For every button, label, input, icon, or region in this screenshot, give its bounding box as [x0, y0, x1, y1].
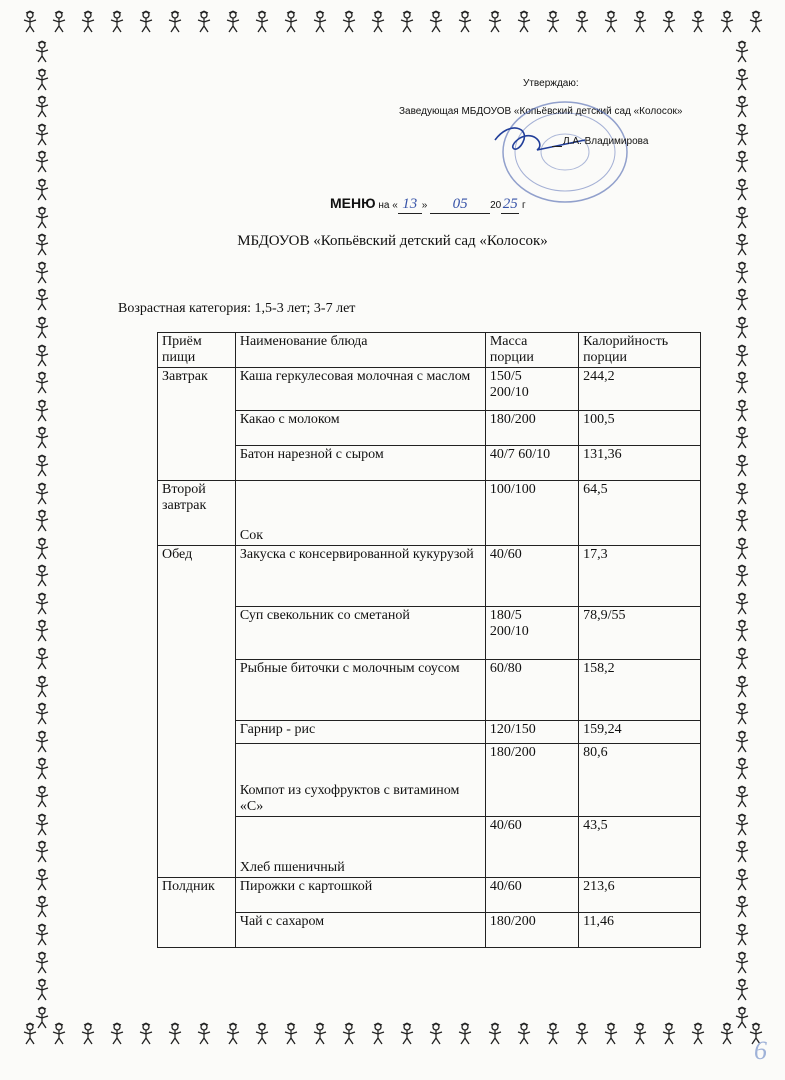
- border-figure-icon: [30, 123, 54, 147]
- table-header-row: [158, 333, 701, 368]
- dish-cell: Компот из сухофруктов с витамином «С»: [235, 744, 485, 817]
- mass-cell: 180/200: [485, 744, 578, 817]
- table-row: [158, 721, 701, 744]
- kcal-cell: 17,3: [579, 546, 701, 607]
- signature-line: [552, 138, 562, 147]
- border-figure-icon: [541, 10, 565, 34]
- mass-cell: 180/200: [485, 411, 578, 446]
- border-figure-icon: [105, 10, 129, 34]
- border-figure-icon: [628, 10, 652, 34]
- border-figure-icon: [30, 399, 54, 423]
- border-figure-icon: [730, 702, 754, 726]
- border-figure-icon: [730, 454, 754, 478]
- border-figure-icon: [134, 1022, 158, 1046]
- border-figure-icon: [30, 757, 54, 781]
- kcal-cell: 43,5: [579, 817, 701, 878]
- border-figure-icon: [30, 371, 54, 395]
- table-row: [158, 817, 701, 878]
- date-year-word: г: [522, 200, 526, 211]
- border-figure-icon: [730, 509, 754, 533]
- menu-on-word: на: [378, 200, 390, 211]
- mass-cell: 60/80: [485, 660, 578, 721]
- border-figure-icon: [18, 10, 42, 34]
- kcal-cell: 213,6: [579, 878, 701, 913]
- page-number: 6: [754, 1036, 767, 1065]
- border-figure-icon: [105, 1022, 129, 1046]
- border-figure-icon: [30, 288, 54, 312]
- border-figure-icon: [30, 978, 54, 1002]
- dish-cell: Закуска с консервированной кукурузой: [235, 546, 485, 607]
- border-figure-icon: [337, 10, 361, 34]
- border-figure-icon: [76, 1022, 100, 1046]
- border-figure-icon: [424, 1022, 448, 1046]
- border-figure-icon: [730, 178, 754, 202]
- border-figure-icon: [483, 10, 507, 34]
- border-figure-icon: [730, 482, 754, 506]
- dish-cell: Хлеб пшеничный: [235, 817, 485, 878]
- approve-label: Утверждаю:: [523, 78, 579, 89]
- border-figure-icon: [30, 316, 54, 340]
- border-figure-icon: [730, 813, 754, 837]
- border-figure-icon: [279, 10, 303, 34]
- border-figure-icon: [730, 868, 754, 892]
- date-day: 13: [398, 196, 422, 214]
- border-figure-icon: [30, 40, 54, 64]
- border-left: [30, 40, 56, 1030]
- border-figure-icon: [192, 10, 216, 34]
- border-figure-icon: [730, 68, 754, 92]
- border-figure-icon: [730, 288, 754, 312]
- border-figure-icon: [453, 1022, 477, 1046]
- border-figure-icon: [308, 10, 332, 34]
- border-figure-icon: [192, 1022, 216, 1046]
- dish-cell: Суп свекольник со сметаной: [235, 607, 485, 660]
- border-figure-icon: [730, 619, 754, 643]
- border-figure-icon: [30, 178, 54, 202]
- border-figure-icon: [730, 1006, 754, 1030]
- border-figure-icon: [730, 316, 754, 340]
- border-figure-icon: [30, 923, 54, 947]
- border-figure-icon: [512, 10, 536, 34]
- border-figure-icon: [424, 10, 448, 34]
- border-figure-icon: [250, 10, 274, 34]
- border-figure-icon: [628, 1022, 652, 1046]
- mass-cell: 40/60: [485, 546, 578, 607]
- menu-date-line: МЕНЮ на « 13 » 05 20 25 г: [330, 195, 526, 212]
- border-figure-icon: [730, 399, 754, 423]
- border-figure-icon: [730, 895, 754, 919]
- table-row: [158, 368, 701, 411]
- signer-name: Л.А. Владимирова: [563, 136, 649, 147]
- border-figure-icon: [30, 206, 54, 230]
- border-figure-icon: [395, 10, 419, 34]
- border-figure-icon: [279, 1022, 303, 1046]
- border-figure-icon: [30, 537, 54, 561]
- border-figure-icon: [163, 10, 187, 34]
- table-row: [158, 607, 701, 660]
- border-figure-icon: [30, 509, 54, 533]
- age-category: Возрастная категория: 1,5-3 лет; 3-7 лет: [118, 301, 356, 316]
- border-figure-icon: [730, 40, 754, 64]
- border-figure-icon: [30, 675, 54, 699]
- menu-title: МЕНЮ: [330, 195, 376, 211]
- border-figure-icon: [30, 261, 54, 285]
- border-figure-icon: [221, 1022, 245, 1046]
- border-figure-icon: [134, 10, 158, 34]
- kcal-cell: 159,24: [579, 721, 701, 744]
- border-figure-icon: [570, 1022, 594, 1046]
- header-dish: Наименование блюда: [235, 333, 485, 368]
- dish-cell: Каша геркулесовая молочная с маслом: [235, 368, 485, 411]
- border-figure-icon: [686, 1022, 710, 1046]
- dish-cell: Какао с молоком: [235, 411, 485, 446]
- border-figure-icon: [76, 10, 100, 34]
- border-figure-icon: [657, 1022, 681, 1046]
- border-figure-icon: [30, 95, 54, 119]
- border-figure-icon: [453, 10, 477, 34]
- border-figure-icon: [30, 785, 54, 809]
- meal-cell: Второй завтрак: [158, 481, 236, 546]
- dish-cell: Гарнир - рис: [235, 721, 485, 744]
- border-figure-icon: [30, 344, 54, 368]
- border-figure-icon: [395, 1022, 419, 1046]
- border-figure-icon: [730, 344, 754, 368]
- mass-cell: 40/60: [485, 878, 578, 913]
- border-figure-icon: [730, 675, 754, 699]
- border-figure-icon: [30, 482, 54, 506]
- approve-head-line: Заведующая МБДОУОВ «Копьёвский детский сад «Колосок»: [399, 106, 683, 117]
- border-figure-icon: [30, 150, 54, 174]
- kcal-cell: 11,46: [579, 913, 701, 948]
- table-row: [158, 481, 701, 546]
- kcal-cell: 78,9/55: [579, 607, 701, 660]
- border-figure-icon: [30, 702, 54, 726]
- border-figure-icon: [730, 426, 754, 450]
- border-figure-icon: [30, 813, 54, 837]
- mass-cell: 150/5 200/10: [485, 368, 578, 411]
- border-figure-icon: [730, 785, 754, 809]
- border-figure-icon: [366, 1022, 390, 1046]
- header-mass: Масса порции: [485, 333, 578, 368]
- mass-cell: 180/5 200/10: [485, 607, 578, 660]
- border-figure-icon: [730, 206, 754, 230]
- border-right: [730, 40, 756, 1030]
- border-figure-icon: [686, 10, 710, 34]
- border-figure-icon: [163, 1022, 187, 1046]
- mass-cell: 40/7 60/10: [485, 446, 578, 481]
- kcal-cell: 100,5: [579, 411, 701, 446]
- border-figure-icon: [730, 150, 754, 174]
- border-figure-icon: [730, 951, 754, 975]
- org-name: МБДОУОВ «Копьёвский детский сад «Колосок»: [237, 233, 548, 249]
- dish-cell: Сок: [235, 481, 485, 546]
- meal-cell: Полдник: [158, 878, 236, 948]
- table-row: [158, 878, 701, 913]
- table-row: [158, 446, 701, 481]
- table-row: [158, 411, 701, 446]
- border-figure-icon: [730, 261, 754, 285]
- border-figure-icon: [30, 564, 54, 588]
- border-figure-icon: [30, 840, 54, 864]
- border-figure-icon: [730, 757, 754, 781]
- border-figure-icon: [512, 1022, 536, 1046]
- date-month: 05: [430, 196, 490, 214]
- border-top: [18, 10, 768, 36]
- date-year-suffix: 25: [502, 196, 518, 212]
- border-figure-icon: [730, 647, 754, 671]
- dish-cell: Батон нарезной с сыром: [235, 446, 485, 481]
- border-figure-icon: [599, 10, 623, 34]
- border-figure-icon: [30, 868, 54, 892]
- dish-cell: Пирожки с картошкой: [235, 878, 485, 913]
- table-row: [158, 546, 701, 607]
- header-kcal: Калорийность порции: [579, 333, 701, 368]
- mass-cell: 120/150: [485, 721, 578, 744]
- table-row: [158, 913, 701, 948]
- border-figure-icon: [730, 978, 754, 1002]
- border-figure-icon: [366, 10, 390, 34]
- border-figure-icon: [30, 730, 54, 754]
- border-figure-icon: [730, 840, 754, 864]
- kcal-cell: 64,5: [579, 481, 701, 546]
- border-bottom: [18, 1022, 768, 1048]
- border-figure-icon: [221, 10, 245, 34]
- border-figure-icon: [30, 951, 54, 975]
- border-figure-icon: [744, 10, 768, 34]
- table-body: [158, 368, 701, 948]
- border-figure-icon: [541, 1022, 565, 1046]
- border-figure-icon: [250, 1022, 274, 1046]
- border-figure-icon: [730, 123, 754, 147]
- border-figure-icon: [657, 10, 681, 34]
- border-figure-icon: [30, 592, 54, 616]
- border-figure-icon: [47, 10, 71, 34]
- border-figure-icon: [730, 95, 754, 119]
- kcal-cell: 244,2: [579, 368, 701, 411]
- mass-cell: 100/100: [485, 481, 578, 546]
- border-figure-icon: [308, 1022, 332, 1046]
- border-figure-icon: [730, 592, 754, 616]
- border-figure-icon: [570, 10, 594, 34]
- date-year-prefix: 20: [490, 200, 502, 211]
- meal-cell: Завтрак: [158, 368, 236, 481]
- border-figure-icon: [30, 426, 54, 450]
- dish-cell: Рыбные биточки с молочным соусом: [235, 660, 485, 721]
- mass-cell: 180/200: [485, 913, 578, 948]
- official-stamp: [475, 100, 635, 210]
- border-figure-icon: [730, 730, 754, 754]
- border-figure-icon: [30, 1006, 54, 1030]
- border-figure-icon: [30, 647, 54, 671]
- border-figure-icon: [730, 923, 754, 947]
- border-figure-icon: [30, 619, 54, 643]
- dish-cell: Чай с сахаром: [235, 913, 485, 948]
- border-figure-icon: [337, 1022, 361, 1046]
- table-row: [158, 660, 701, 721]
- border-figure-icon: [30, 454, 54, 478]
- meal-cell: Обед: [158, 546, 236, 878]
- menu-table: [157, 332, 701, 948]
- border-figure-icon: [30, 895, 54, 919]
- border-figure-icon: [730, 564, 754, 588]
- kcal-cell: 80,6: [579, 744, 701, 817]
- border-figure-icon: [715, 10, 739, 34]
- border-figure-icon: [730, 371, 754, 395]
- border-figure-icon: [599, 1022, 623, 1046]
- border-figure-icon: [483, 1022, 507, 1046]
- border-figure-icon: [30, 68, 54, 92]
- kcal-cell: 158,2: [579, 660, 701, 721]
- header-meal: Приём пищи: [158, 333, 236, 368]
- border-figure-icon: [730, 537, 754, 561]
- mass-cell: 40/60: [485, 817, 578, 878]
- table-row: [158, 744, 701, 817]
- kcal-cell: 131,36: [579, 446, 701, 481]
